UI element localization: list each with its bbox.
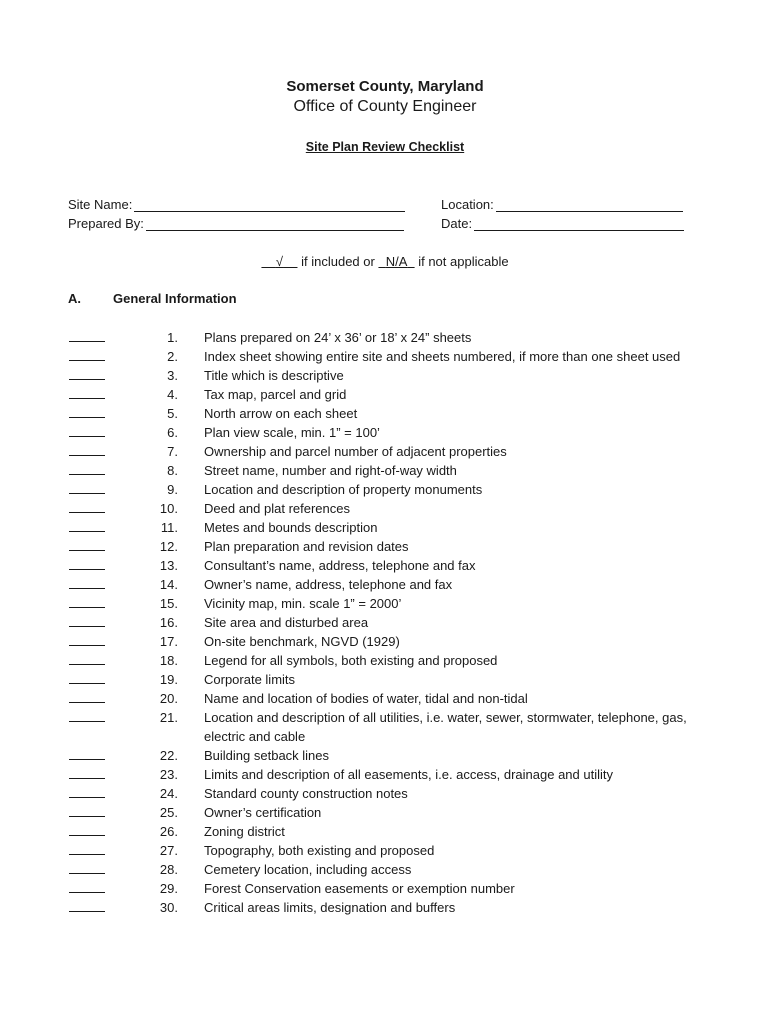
checklist-item (0, 347, 770, 366)
check-blank[interactable] (69, 398, 105, 399)
checklist-item (0, 423, 770, 442)
item-number: 29. (159, 881, 178, 896)
item-number: 9. (167, 482, 178, 497)
checklist-item (0, 822, 770, 841)
checklist-item (0, 670, 770, 689)
office-name: Office of County Engineer (293, 98, 477, 115)
checklist-item (0, 898, 770, 917)
na-symbol: N/A (385, 254, 408, 269)
check-blank[interactable] (69, 683, 105, 684)
item-number: 27. (159, 843, 178, 858)
check-blank[interactable] (69, 474, 105, 475)
item-number: 13. (159, 558, 178, 573)
checklist-item (0, 803, 770, 822)
item-number: 1. (167, 330, 178, 345)
check-blank[interactable] (69, 892, 105, 893)
check-blank[interactable] (69, 379, 105, 380)
checklist-item (0, 328, 770, 347)
check-blank[interactable] (69, 664, 105, 665)
item-number: 28. (159, 862, 178, 877)
check-blank[interactable] (69, 512, 105, 513)
item-number: 24. (159, 786, 178, 801)
checklist-items (0, 328, 770, 917)
item-number: 20. (159, 691, 178, 706)
item-text: Site area and disturbed area (204, 615, 369, 630)
item-text: Standard county construction notes (204, 786, 408, 801)
location-field (441, 197, 683, 212)
item-text: Limits and description of all easements, i.e. access, drainage and utility (204, 767, 613, 782)
item-text: Critical areas limits, designation and buffers (204, 900, 456, 915)
check-blank[interactable] (69, 569, 105, 570)
item-text: Location and description of all utilities, i.e. water, sewer, stormwater, telephone, gas, electric and cable (204, 710, 687, 744)
check-blank[interactable] (69, 778, 105, 779)
item-text: Owner’s name, address, telephone and fax (204, 577, 453, 592)
item-text: Zoning district (204, 824, 285, 839)
item-number: 11. (160, 520, 178, 535)
check-blank[interactable] (69, 531, 105, 532)
check-blank[interactable] (69, 835, 105, 836)
date-field (441, 216, 684, 231)
checklist-item (0, 632, 770, 651)
item-number: 6. (167, 425, 178, 440)
check-blank[interactable] (69, 702, 105, 703)
site-name-input-line[interactable] (134, 197, 405, 212)
location-input-line[interactable] (496, 197, 683, 212)
check-blank[interactable] (69, 341, 105, 342)
prepared-by-label: Prepared By: (68, 216, 144, 231)
item-number: 26. (159, 824, 178, 839)
item-text: Corporate limits (204, 672, 296, 687)
item-number: 17. (159, 634, 178, 649)
check-blank[interactable] (69, 797, 105, 798)
date-input-line[interactable] (474, 216, 684, 231)
item-text: Deed and plat references (204, 501, 350, 516)
check-blank[interactable] (69, 607, 105, 608)
item-text: Index sheet showing entire site and sheets numbered, if more than one sheet used (204, 349, 681, 364)
check-blank[interactable] (69, 588, 105, 589)
item-text: Plans prepared on 24’ x 36’ or 18’ x 24” sheets (204, 330, 472, 345)
date-label: Date: (441, 216, 473, 231)
item-number: 5. (167, 406, 178, 421)
checklist-item (0, 708, 770, 746)
site-name-field (68, 197, 405, 212)
checklist-item (0, 784, 770, 803)
item-number: 7. (167, 444, 178, 459)
check-blank[interactable] (69, 645, 105, 646)
legend-line (0, 254, 770, 269)
checklist-item (0, 879, 770, 898)
document-title: Site Plan Review Checklist (305, 140, 465, 154)
checklist-item (0, 860, 770, 879)
item-text: Street name, number and right-of-way width (204, 463, 457, 478)
item-text: Building setback lines (204, 748, 330, 763)
item-text: Tax map, parcel and grid (204, 387, 347, 402)
check-blank[interactable] (69, 360, 105, 361)
item-number: 12. (159, 539, 178, 554)
prepared-by-input-line[interactable] (146, 216, 404, 231)
location-label: Location: (441, 197, 494, 212)
item-number: 23. (159, 767, 178, 782)
section-title: General Information (113, 291, 237, 306)
check-blank[interactable] (69, 417, 105, 418)
item-number: 14. (159, 577, 178, 592)
check-blank[interactable] (69, 550, 105, 551)
item-number: 15. (159, 596, 178, 611)
legend-included-text: if included or (301, 254, 375, 269)
item-text: Plan view scale, min. 1” = 100’ (204, 425, 380, 440)
checklist-item (0, 442, 770, 461)
checklist-item (0, 366, 770, 385)
checklist-item (0, 404, 770, 423)
checklist-item (0, 594, 770, 613)
prepared-by-field (68, 216, 404, 231)
checklist-item (0, 480, 770, 499)
check-blank[interactable] (69, 436, 105, 437)
item-number: 22. (159, 748, 178, 763)
check-blank[interactable] (69, 455, 105, 456)
check-blank[interactable] (69, 759, 105, 760)
item-text: Owner’s certification (204, 805, 322, 820)
checklist-item (0, 575, 770, 594)
item-number: 10. (159, 501, 178, 516)
check-blank[interactable] (69, 854, 105, 855)
item-number: 21. (159, 710, 178, 725)
county-name: Somerset County, Maryland (286, 78, 484, 95)
checklist-item (0, 746, 770, 765)
item-number: 16. (159, 615, 178, 630)
checklist-item (0, 499, 770, 518)
item-number: 18. (159, 653, 178, 668)
check-blank[interactable] (69, 626, 105, 627)
checklist-item (0, 689, 770, 708)
item-number: 3. (167, 368, 178, 383)
check-blank[interactable] (69, 911, 105, 912)
checklist-item (0, 613, 770, 632)
checklist-item (0, 651, 770, 670)
item-text: On-site benchmark, NGVD (1929) (204, 634, 400, 649)
check-blank[interactable] (69, 816, 105, 817)
check-blank[interactable] (69, 493, 105, 494)
checklist-item (0, 461, 770, 480)
item-text: Cemetery location, including access (204, 862, 412, 877)
item-text: Ownership and parcel number of adjacent properties (204, 444, 507, 459)
item-number: 25. (159, 805, 178, 820)
checklist-item (0, 385, 770, 404)
item-number: 19. (159, 672, 178, 687)
item-text: Plan preparation and revision dates (204, 539, 409, 554)
check-blank[interactable] (69, 721, 105, 722)
check-mark-symbol: √ (275, 254, 284, 269)
item-text: Name and location of bodies of water, tidal and non-tidal (204, 691, 528, 706)
section-letter: A. (68, 291, 81, 306)
item-number: 4. (167, 387, 178, 402)
item-number: 2. (167, 349, 178, 364)
item-text: Legend for all symbols, both existing and proposed (204, 653, 498, 668)
check-blank[interactable] (69, 873, 105, 874)
item-text: North arrow on each sheet (204, 406, 358, 421)
item-text: Title which is descriptive (204, 368, 344, 383)
checklist-item (0, 765, 770, 784)
item-text: Metes and bounds description (204, 520, 378, 535)
item-text: Consultant’s name, address, telephone and fax (204, 558, 476, 573)
checklist-item (0, 518, 770, 537)
item-text: Topography, both existing and proposed (204, 843, 435, 858)
item-number: 30. (159, 900, 178, 915)
site-name-label: Site Name: (68, 197, 133, 212)
checklist-item (0, 841, 770, 860)
item-text: Location and description of property monuments (204, 482, 483, 497)
checklist-item (0, 537, 770, 556)
item-text: Vicinity map, min. scale 1” = 2000’ (204, 596, 402, 611)
item-text: Forest Conservation easements or exemption number (204, 881, 515, 896)
legend-not-applicable-text: if not applicable (418, 254, 509, 269)
item-number: 8. (167, 463, 178, 478)
checklist-item (0, 556, 770, 575)
